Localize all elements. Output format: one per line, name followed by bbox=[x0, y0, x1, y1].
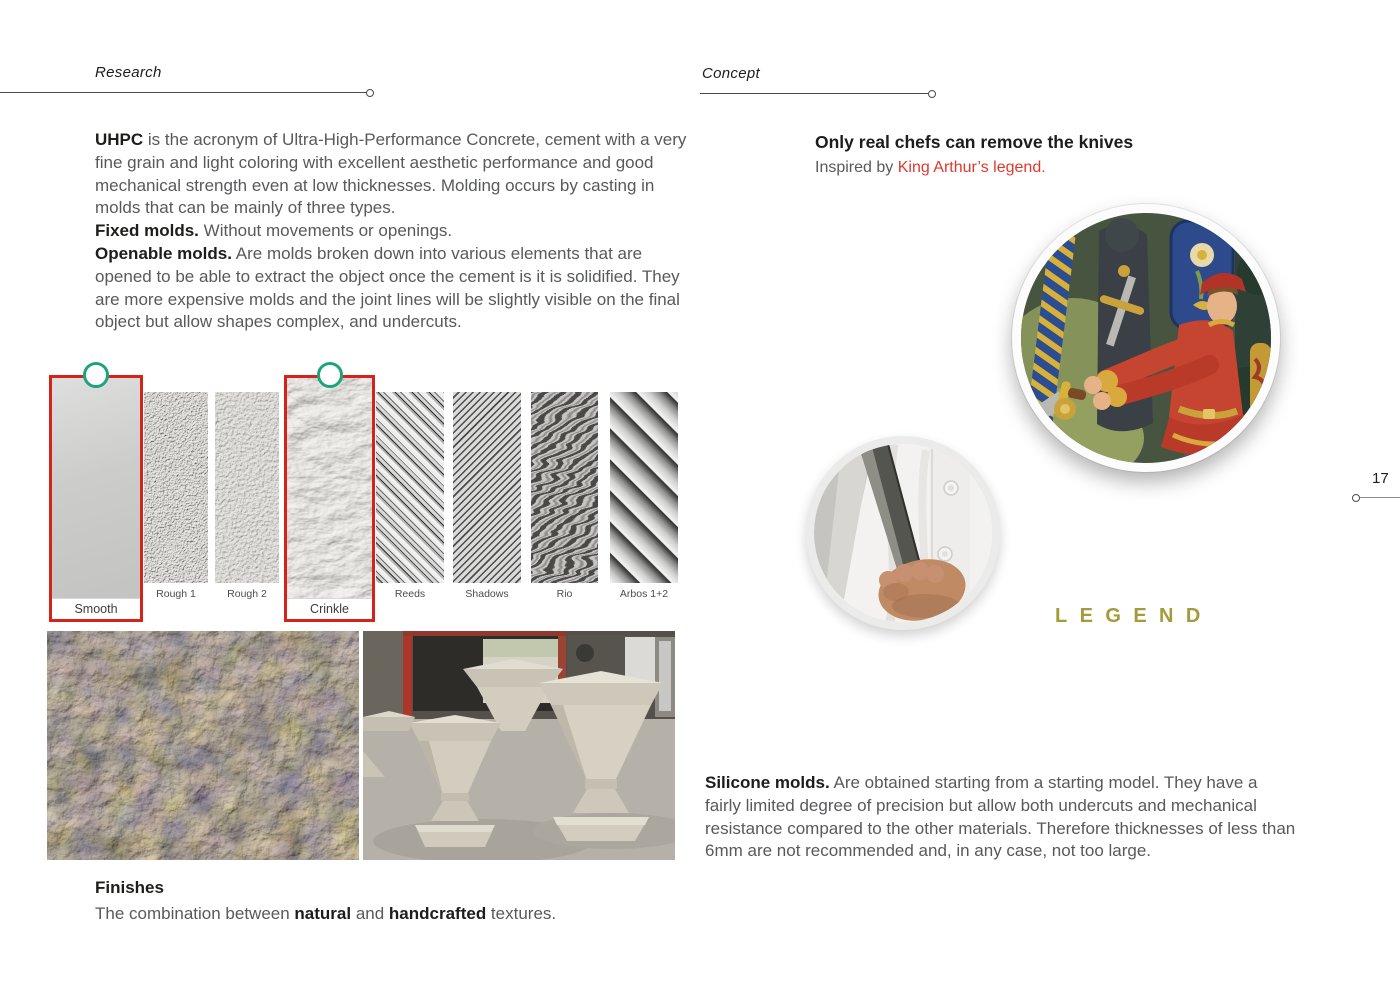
texture-sample-rough1 bbox=[144, 392, 208, 600]
texture-strip bbox=[49, 375, 681, 622]
rough2-texture-image bbox=[215, 392, 279, 583]
shadows-texture-image bbox=[453, 392, 521, 583]
openable-molds-text: Are molds broken down into various elements that are opened to be able to extract the object once the cement is it is solidified. They are more expensive molds and the joint lines will be slightly visible on the final object but allow shapes complex, and undercuts. bbox=[95, 243, 680, 332]
crinkle-texture-image bbox=[287, 378, 372, 599]
chef-knife-art bbox=[814, 444, 992, 622]
legend-word: LEGEND bbox=[1055, 605, 1213, 627]
page-rule-line bbox=[1360, 497, 1400, 498]
texture-sample-rio bbox=[531, 392, 598, 600]
texture-sample-reeds bbox=[376, 392, 444, 600]
research-rule-end-dot bbox=[366, 89, 374, 97]
section-label-concept: Concept bbox=[702, 65, 760, 82]
texture-sample-crinkle bbox=[284, 375, 375, 622]
research-rule-line bbox=[0, 92, 367, 93]
planters-illustration bbox=[363, 631, 675, 860]
finishes-text-3: textures. bbox=[486, 904, 557, 923]
page-number: 17 bbox=[1372, 470, 1389, 487]
fixed-molds-term: Fixed molds. bbox=[95, 221, 199, 241]
texture-label: Reeds bbox=[394, 588, 426, 600]
section-label-research: Research bbox=[95, 64, 162, 81]
rough1-texture-image bbox=[144, 392, 208, 583]
texture-sample-shadows bbox=[453, 392, 521, 600]
finishes-title: Finishes bbox=[95, 878, 164, 897]
fixed-molds-text: Without movements or openings. bbox=[198, 221, 453, 241]
reeds-texture-image bbox=[376, 392, 444, 583]
finishes-text bbox=[95, 903, 655, 926]
silicone-molds-paragraph bbox=[705, 772, 1297, 863]
texture-label: Crinkle bbox=[287, 598, 372, 619]
texture-label: Rough 1 bbox=[156, 588, 196, 600]
natural-rock-photo bbox=[47, 631, 359, 860]
selection-circle-icon bbox=[317, 362, 343, 388]
texture-label: Shadows bbox=[465, 588, 509, 600]
page-rule-dot bbox=[1352, 494, 1360, 502]
concept-subline bbox=[815, 159, 1046, 177]
silicone-molds-text: Are obtained starting from a starting model. They have a fairly limited degree of precision but allow both undercuts and mechanical resistance compared to the other materials. Therefore thicknesses of less than 6mm are not recommended and, in any case, not too large. bbox=[705, 773, 1296, 861]
concept-headline: Only real chefs can remove the knives bbox=[815, 132, 1134, 152]
concept-rule-line bbox=[700, 93, 930, 94]
concept-rule-end-dot bbox=[928, 90, 936, 98]
arbos-texture-image bbox=[610, 392, 678, 583]
openable-molds-term: Openable molds. bbox=[95, 243, 232, 263]
concrete-planters-photo bbox=[363, 631, 675, 860]
texture-label: Rio bbox=[556, 588, 573, 600]
rock-color-layer bbox=[47, 631, 359, 860]
finishes-text-2: and bbox=[351, 904, 389, 923]
selection-circle-icon bbox=[83, 362, 109, 388]
inspired-by-text: Inspired by bbox=[815, 159, 898, 176]
rio-texture-image bbox=[531, 392, 598, 583]
uhpc-intro-paragraph bbox=[95, 129, 691, 334]
king-arthur-art bbox=[1021, 213, 1271, 463]
smooth-texture-image bbox=[52, 378, 140, 599]
texture-label: Arbos 1+2 bbox=[619, 588, 669, 600]
uhpc-term: UHPC bbox=[95, 130, 144, 149]
finishes-bold-natural: natural bbox=[294, 904, 352, 923]
finishes-bold-handcrafted: handcrafted bbox=[388, 904, 487, 923]
finishes-text-1: The combination between bbox=[95, 904, 295, 923]
texture-sample-smooth bbox=[49, 375, 143, 622]
king-arthur-illustration bbox=[1012, 204, 1280, 472]
silicone-molds-term: Silicone molds. bbox=[705, 773, 830, 792]
texture-label: Rough 2 bbox=[227, 588, 267, 600]
chef-knife-photo bbox=[806, 436, 1000, 630]
texture-sample-rough2 bbox=[215, 392, 279, 600]
uhpc-text: is the acronym of Ultra-High-Performance Concrete, cement with a very fine grain and light coloring with excellent aesthetic performance and good mechanical strength even at low thicknesses. Molding occurs by casting in molds that can be mainly of three types. bbox=[95, 130, 687, 218]
texture-label: Smooth bbox=[52, 598, 140, 619]
texture-sample-arbos bbox=[610, 392, 678, 600]
king-arthur-legend-text: King Arthur’s legend. bbox=[897, 159, 1046, 176]
